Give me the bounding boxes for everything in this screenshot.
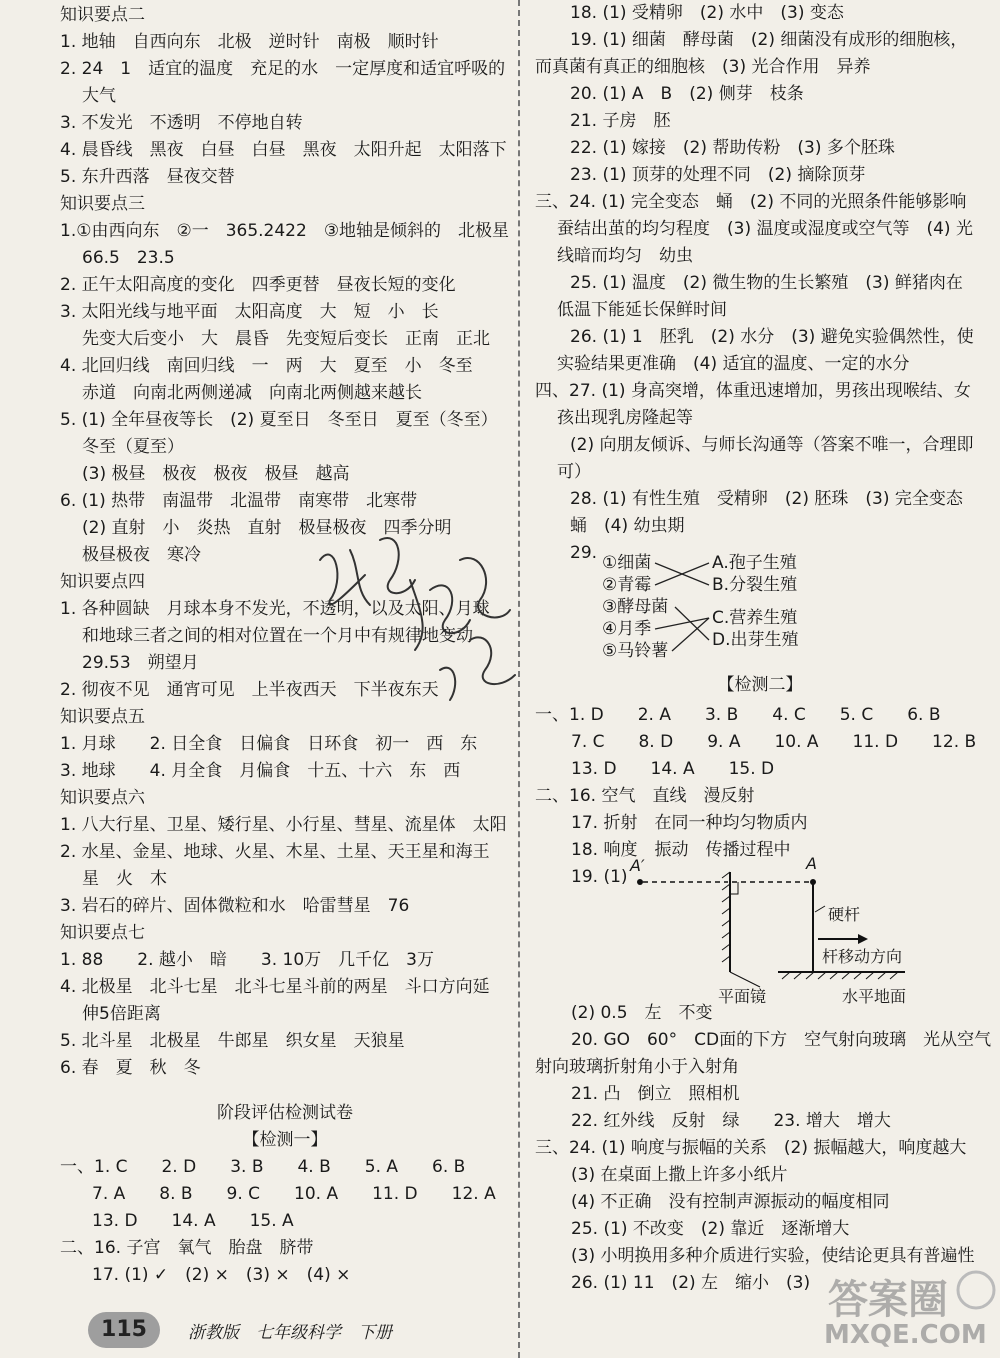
- answer-line: 二、16. 空气 直线 漫反射: [535, 786, 755, 806]
- answer-line: 7. C 8. D 9. A 10. A 11. D 12. B: [571, 732, 977, 752]
- answer-line: 17. (1) ✓ (2) × (3) × (4) ×: [92, 1265, 351, 1285]
- answer-line: 三、24. (1) 完全变态 蛹 (2) 不同的光照条件能够影响: [535, 192, 967, 212]
- answer-line: 蚕结出茧的均匀程度 (3) 温度或湿度或空气等 (4) 光: [557, 219, 973, 239]
- answer-line: 22. (1) 嫁接 (2) 帮助传粉 (3) 多个胚珠: [570, 138, 895, 158]
- answer-line: (2) 0.5 左 不变: [571, 1003, 713, 1023]
- answer-line: 4. 北极星 北斗七星 北斗七星斗前的两星 斗口方向延: [60, 977, 490, 997]
- answer-line: 3. 不发光 不透明 不停地自转: [60, 113, 303, 133]
- answer-line: 13. D 14. A 15. D: [571, 759, 775, 779]
- answer-line: 极昼极夜 寒冷: [82, 545, 201, 565]
- answer-line: 26. (1) 11 (2) 左 缩小 (3): [571, 1273, 811, 1293]
- handwriting-scribble: [310, 520, 530, 710]
- answer-line: 2. 彻夜不见 通宵可见 上半夜西天 下半夜东天: [60, 680, 439, 700]
- answer-line: 25. (1) 不改变 (2) 靠近 逐渐增大: [571, 1219, 850, 1239]
- matching-diagram: [537, 552, 817, 660]
- section-heading: 知识要点五: [60, 707, 145, 727]
- page-number: 115: [88, 1312, 160, 1348]
- answer-line: (4) 不正确 没有控制声源振动的幅度相同: [571, 1192, 890, 1212]
- answer-line: 1. 月球 2. 日全食 日偏食 日环食 初一 西 东: [60, 734, 478, 754]
- answer-line: 20. (1) A B (2) 侧芽 枝条: [570, 84, 804, 104]
- answer-line: 5. (1) 全年昼夜等长 (2) 夏至日 冬至日 夏至（冬至）: [60, 410, 498, 430]
- match-left-item: ⑤马铃薯: [602, 641, 669, 661]
- answer-line: 5. 东升西落 昼夜交替: [60, 167, 235, 187]
- test-subtitle: 【检测一】: [242, 1130, 328, 1150]
- answer-line: 低温下能延长保鲜时间: [557, 300, 727, 320]
- match-right-item: D.出芽生殖: [712, 630, 799, 650]
- answer-line: 2. 24 1 适宜的温度 充足的水 一定厚度和适宜呼吸的: [60, 59, 506, 79]
- answer-line: 赤道 向南北两侧递减 向南北两侧越来越长: [82, 383, 422, 403]
- rod-label: 硬杆: [828, 905, 861, 924]
- answer-line: 7. A 8. B 9. C 10. A 11. D 12. A: [92, 1184, 496, 1204]
- direction-label: 杆移动方向: [822, 947, 903, 966]
- answer-line: 22. 红外线 反射 绿 23. 增大 增大: [571, 1111, 891, 1131]
- answer-line: 66.5 23.5: [82, 248, 175, 268]
- answer-line: 18. 响度 振动 传播过程中: [571, 840, 791, 860]
- test-subtitle: 【检测二】: [717, 675, 803, 695]
- answer-line: 4. 晨昏线 黑夜 白昼 白昼 黑夜 太阳升起 太阳落下: [60, 140, 507, 160]
- mirror-label: 平面镜: [718, 987, 767, 1006]
- answer-line: 5. 北斗星 北极星 牛郎星 织女星 天狼星: [60, 1031, 405, 1051]
- mirror-figure: [610, 854, 920, 1012]
- match-right-item: A.孢子生殖: [712, 553, 797, 573]
- answer-line: 26. (1) 1 胚乳 (2) 水分 (3) 避免实验偶然性，使: [570, 327, 974, 347]
- answer-line: 蛹 (4) 幼虫期: [570, 516, 685, 536]
- section-heading: 知识要点六: [60, 788, 145, 808]
- answer-line: 6. (1) 热带 南温带 北温带 南寒带 北寒带: [60, 491, 418, 511]
- answer-line: 6. 春 夏 秋 冬: [60, 1058, 201, 1078]
- answer-line: 四、27. (1) 身高突增，体重迅速增加，男孩出现喉结、女: [535, 381, 971, 401]
- answer-line: 29.: [570, 543, 598, 563]
- point-a-prime-label: A′: [630, 856, 645, 875]
- answer-line: 先变大后变小 大 晨昏 先变短后变长 正南 正北: [82, 329, 490, 349]
- answer-line: 大气: [82, 86, 116, 106]
- answer-line: 一、1. C 2. D 3. B 4. B 5. A 6. B: [60, 1157, 466, 1177]
- match-left-item: ①细菌: [602, 553, 652, 573]
- answer-line: (2) 向朋友倾诉、与师长沟通等（答案不唯一，合理即: [570, 435, 974, 455]
- watermark-url: MXQE.COM: [824, 1320, 987, 1350]
- answer-line: 1. 88 2. 越小 暗 3. 10万 几千亿 3万: [60, 950, 434, 970]
- answer-line: 4. 北回归线 南回归线 一 两 大 夏至 小 冬至: [60, 356, 473, 376]
- answer-line: 19. (1): [571, 867, 628, 887]
- answer-line: 2. 水星、金星、地球、火星、木星、土星、天王星和海王: [60, 842, 490, 862]
- answer-line: 25. (1) 温度 (2) 微生物的生长繁殖 (3) 鲜猪肉在: [570, 273, 963, 293]
- answer-line: 20. GO 60° CD面的下方 空气射向玻璃 光从空气: [571, 1030, 992, 1050]
- answer-line: 29.53 朔望月: [82, 653, 199, 673]
- answer-line: 1.①由西向东 ②一 365.2422 ③地轴是倾斜的 北极星: [60, 221, 510, 241]
- answer-line: 21. 子房 胚: [570, 111, 671, 131]
- point-a-label: A: [806, 854, 817, 873]
- answer-line: 伸5倍距离: [82, 1004, 161, 1024]
- match-right-item: B.分裂生殖: [712, 575, 798, 595]
- answer-line: 1. 地轴 自西向东 北极 逆时针 南极 顺时针: [60, 32, 439, 52]
- section-heading: 知识要点三: [60, 194, 145, 214]
- answer-line: 孩出现乳房隆起等: [557, 408, 693, 428]
- section-heading: 知识要点四: [60, 572, 145, 592]
- answer-line: 23. (1) 顶芽的处理不同 (2) 摘除顶芽: [570, 165, 866, 185]
- test-title: 阶段评估检测试卷: [217, 1103, 353, 1123]
- answer-line: 二、16. 子宫 氧气 胎盘 脐带: [60, 1238, 314, 1258]
- answer-line: 3. 太阳光线与地平面 太阳高度 大 短 小 长: [60, 302, 439, 322]
- answer-line: 实验结果更准确 (4) 适宜的温度、一定的水分: [557, 354, 910, 374]
- match-right-item: C.营养生殖: [712, 608, 798, 628]
- section-heading: 知识要点二: [60, 5, 145, 25]
- answer-line: 13. D 14. A 15. A: [92, 1211, 294, 1231]
- match-left-item: ④月季: [602, 619, 652, 639]
- answer-line: (2) 直射 小 炎热 直射 极昼极夜 四季分明: [82, 518, 452, 538]
- answer-line: 18. (1) 受精卵 (2) 水中 (3) 变态: [570, 3, 844, 23]
- match-left-item: ②青霉: [602, 575, 652, 595]
- answer-line: 3. 地球 4. 月全食 月偏食 十五、十六 东 西: [60, 761, 461, 781]
- answer-line: 21. 凸 倒立 照相机: [571, 1084, 740, 1104]
- answer-line: 而真菌有真正的细胞核 (3) 光合作用 异养: [535, 57, 871, 77]
- watermark-text: 答案圈: [828, 1277, 948, 1323]
- answer-line: 和地球三者之间的相对位置在一个月中有规律地变动: [82, 626, 473, 646]
- answer-line: 可）: [557, 462, 591, 482]
- answer-line: 三、24. (1) 响度与振幅的关系 (2) 振幅越大，响度越大: [535, 1138, 967, 1158]
- answer-line: 1. 各种圆缺 月球本身不发光，不透明，以及太阳、月球: [60, 599, 490, 619]
- match-left-item: ③酵母菌: [602, 597, 669, 617]
- answer-line: 一、1. D 2. A 3. B 4. C 5. C 6. B: [535, 705, 941, 725]
- answer-line: 射向玻璃折射角小于入射角: [535, 1057, 739, 1077]
- answer-line: 星 火 木: [82, 869, 167, 889]
- answer-line: (3) 小明换用多种介质进行实验，使结论更具有普遍性: [571, 1246, 975, 1266]
- answer-line: 1. 八大行星、卫星、矮行星、小行星、彗星、流星体 太阳: [60, 815, 507, 835]
- section-heading: 知识要点七: [60, 923, 145, 943]
- watermark-logo: [808, 1262, 998, 1358]
- answer-line: (3) 在桌面上撒上许多小纸片: [571, 1165, 788, 1185]
- answer-line: 28. (1) 有性生殖 受精卵 (2) 胚珠 (3) 完全变态: [570, 489, 963, 509]
- matching-lines: [537, 552, 817, 660]
- answer-line: 17. 折射 在同一种均匀物质内: [571, 813, 808, 833]
- answer-line: 线暗而均匀 幼虫: [557, 246, 693, 266]
- answer-line: 冬至（夏至）: [82, 437, 184, 457]
- answer-line: 3. 岩石的碎片、固体微粒和水 哈雷彗星 76: [60, 896, 410, 916]
- answer-line: 2. 正午太阳高度的变化 四季更替 昼夜长短的变化: [60, 275, 456, 295]
- ground-label: 水平地面: [842, 987, 907, 1006]
- answer-line: 19. (1) 细菌 酵母菌 (2) 细菌没有成形的细胞核，: [570, 30, 968, 50]
- answer-line: (3) 极昼 极夜 极夜 极昼 越高: [82, 464, 350, 484]
- book-title: 浙教版 七年级科学 下册: [188, 1323, 392, 1343]
